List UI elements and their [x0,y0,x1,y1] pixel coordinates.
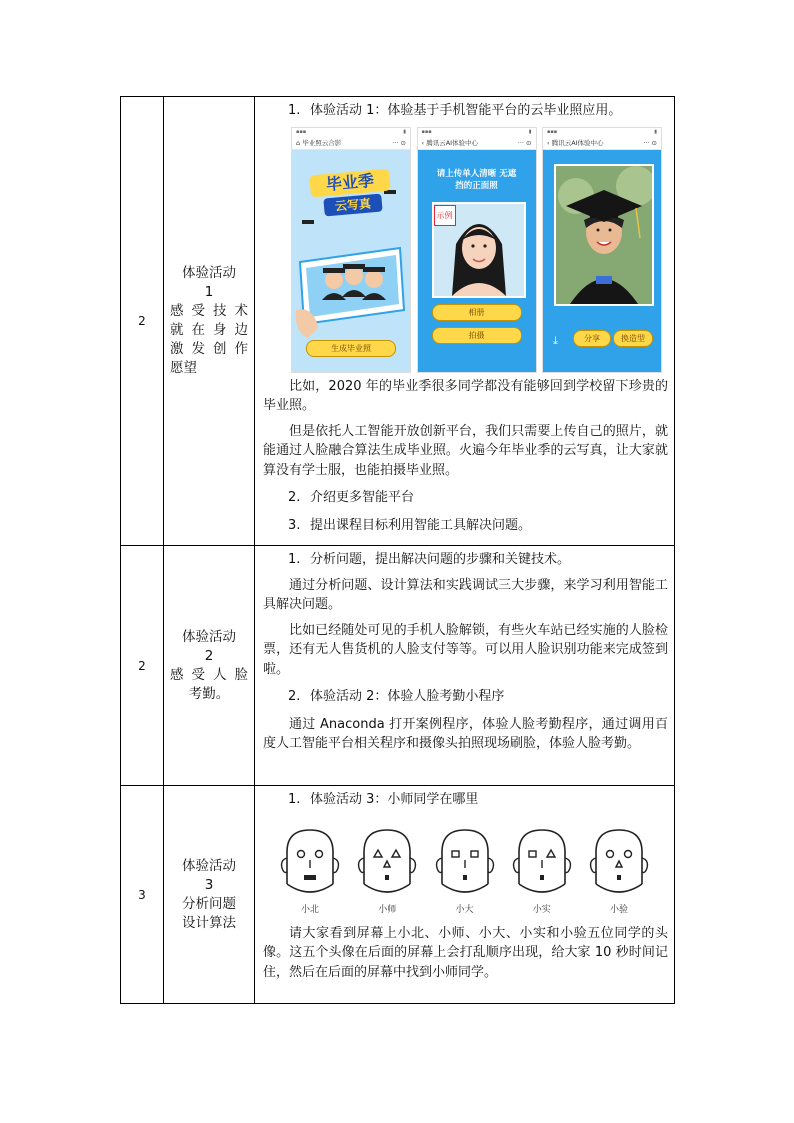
activity-cell [164,97,255,546]
paragraph: 通过分析问题、设计算法和实践调试三大步骤，来学习利用智能工具解决问题。 [263,577,668,612]
list-item: 3. 提出课程目标利用智能工具解决问题。 [288,517,532,533]
activity-line: 3 [204,876,214,893]
back-icon[interactable]: ‹ [421,138,425,147]
phone-navbar: ⌂ 毕业照云合影 ··· ⊙ [292,137,410,150]
table-row [121,786,675,1004]
change-style-button[interactable]: 换造型 [613,330,653,347]
download-icon[interactable]: ⤓ [553,333,558,347]
paragraph: 比如已经随处可见的手机人脸解锁，有些火车站已经实施的人脸检票，还有无人售货机的人脸支付等等。可以用人脸识别功能来完成签到啦。 [263,622,668,677]
face-drawing [509,824,575,898]
activity-line: 2 [204,647,214,664]
activity-line: 设计算法 [182,914,236,931]
row-number: 2 [121,97,164,546]
shoot-button[interactable]: 拍摄 [432,327,522,344]
phone-screenshots [291,127,662,373]
activity-line: 感受技术 [170,303,248,319]
phone-screen-upload [417,127,537,373]
content-cell [255,97,675,546]
activity-line: 体验活动 [182,265,236,281]
album-button[interactable]: 相册 [432,304,522,321]
content-cell [255,546,675,786]
generate-photo-button[interactable]: 生成毕业照 [306,340,396,357]
list-item: 2. 体验活动 2：体验人脸考勤小程序 [288,689,505,704]
lesson-plan-table [120,96,675,1004]
face-avatar [584,824,654,916]
activity-line: 激发创作 [170,341,248,357]
phone-screen-cover [291,127,411,373]
face-name: 小师 [378,904,397,915]
activity-line: 愿望 [170,360,197,376]
status-bar: ▪▪▪ ▮ [421,128,532,135]
list-item: 2. 介绍更多智能平台 [288,490,415,505]
face-drawing [432,824,498,898]
face-avatar [507,824,577,916]
face-avatar [352,824,422,916]
paragraph: 通过 Anaconda 打开案例程序，体验人脸考勤程序，通过调用百度人工智能平台相关程序和摄像头拍照现场刷脸，体验人脸考勤。 [263,716,668,751]
cover-screen [292,150,410,372]
status-bar: ▪▪▪ ▮ [547,128,657,135]
activity-line: 体验活动 [182,628,236,645]
home-icon: ⌂ [296,138,301,147]
more-icon: ··· ⊙ [392,138,406,147]
content-cell [255,786,675,1004]
paragraph: 请大家看到屏幕上小北、小师、小大、小实和小验五位同学的头像。这五个头像在后面的屏幕上会打乱顺序出现，给大家 10 秒时间记住，然后在后面的屏幕中找到小师同学。 [263,925,668,980]
activity-cell [164,546,255,786]
more-icon: ··· ⊙ [643,138,657,147]
list-item: 1. 分析问题，提出解决问题的步骤和关键技术。 [288,552,571,567]
activity-line: 感受人脸 [170,666,248,683]
face-avatar [430,824,500,916]
table-row [121,546,675,786]
sample-tag: 示例 [434,205,456,227]
paragraph: 但是依托人工智能开放创新平台，我们只需要上传自己的照片，就能通过人脸融合算法生成毕业照。火遍今年毕业季的云写真，让大家就算没有学士服，也能拍摄毕业照。 [263,423,668,478]
back-icon[interactable]: ‹ [547,138,550,147]
phone-screen-result [542,127,662,373]
activity-line: 就在身边 [170,322,248,338]
face-drawing [354,824,420,898]
upload-prompt: 请上传单人清晰 无遮挡的正面照 [436,168,517,191]
activity-cell [164,786,255,1004]
row-number: 2 [121,546,164,786]
phone-navbar: ‹ 腾讯云AI体验中心 ··· ⊙ [418,137,536,150]
activity-line: 考勤。 [188,685,230,702]
face-name: 小验 [609,904,628,915]
row-number: 3 [121,786,164,1004]
activity-line: 1 [204,284,214,300]
activity-line: 分析问题 [182,895,236,912]
face-avatars [275,824,654,916]
phone-navbar: ‹ 腾讯云AI体验中心 ··· ⊙ [543,137,661,150]
share-button[interactable]: 分享 [573,330,611,347]
face-name: 小大 [455,904,474,915]
face-name: 小实 [532,904,551,915]
graduation-photo [554,164,654,306]
face-name: 小北 [300,904,319,915]
face-drawing [277,824,343,898]
more-icon: ··· ⊙ [517,138,532,147]
face-avatar [275,824,345,916]
table-row [121,97,675,546]
paragraph: 比如，2020 年的毕业季很多同学都没有能够回到学校留下珍贵的毕业照。 [263,378,668,413]
upload-screen [418,150,536,372]
activity-line: 体验活动 [182,857,236,874]
face-drawing [586,824,652,898]
list-item: 1. 体验活动 3：小师同学在哪里 [288,792,479,807]
result-screen [543,150,661,372]
list-item: 1. 体验活动 1：体验基于手机智能平台的云毕业照应用。 [288,103,622,118]
status-bar: ▪▪▪ ▮ [296,128,406,135]
cover-title: 毕业季 云写真 [306,172,394,218]
